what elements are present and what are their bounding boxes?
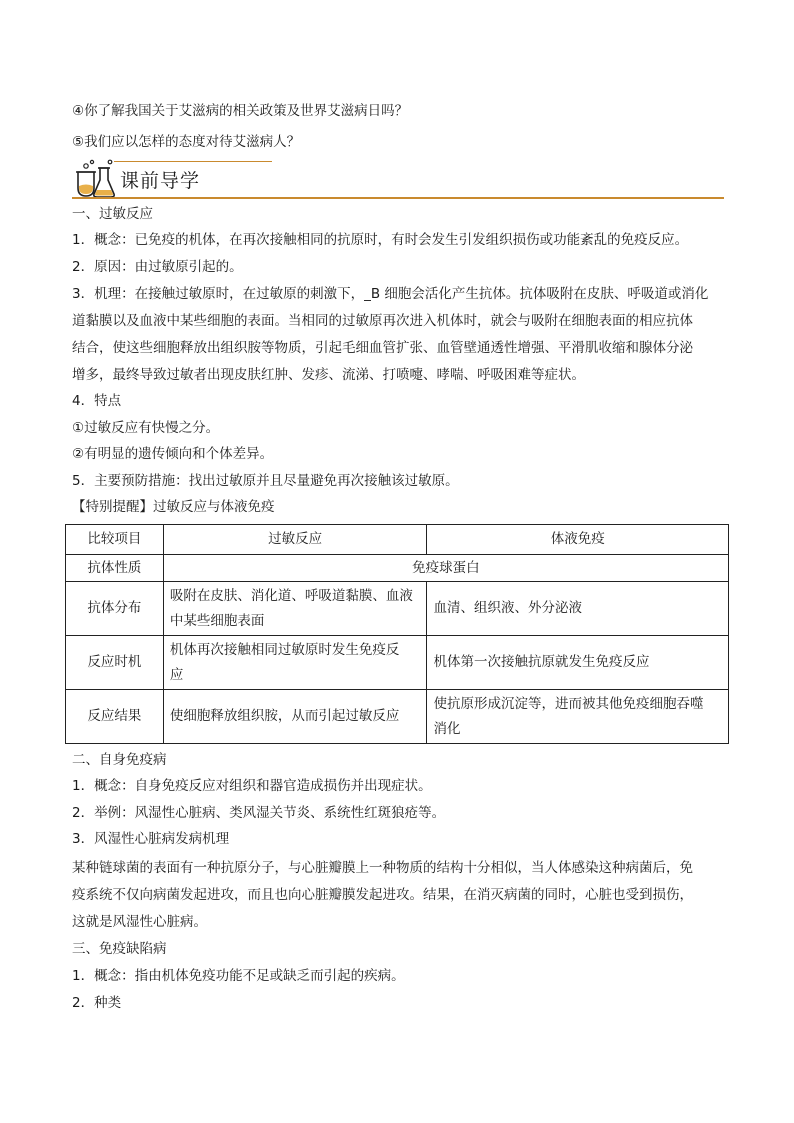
s1-heading: 一、过敏反应: [72, 206, 153, 222]
row-label: 抗体分布: [66, 582, 164, 636]
table-header-cell: 过敏反应: [163, 525, 427, 555]
header-rule: [72, 197, 724, 199]
s1-mechanism-line-2: 道黏膜以及血液中某些细胞的表面。当相同的过敏原再次进入机体时，就会与吸附在细胞表面的相应抗体: [72, 313, 693, 329]
s1-mechanism-line-3: 结合，使这些细胞释放出组织胺等物质，引起毛细血管扩张、血管壁通透性增强、平滑肌收缩和腺体分泌: [72, 340, 693, 356]
s1-feature-1: ①过敏反应有快慢之分。: [72, 420, 220, 436]
table-cell: 使细胞释放组织胺，从而引起过敏反应: [163, 690, 427, 744]
question-5: ⑤我们应以怎样的态度对待艾滋病人？: [72, 134, 301, 150]
table-row: [66, 690, 729, 744]
special-tip: 【特别提醒】过敏反应与体液免疫: [72, 499, 275, 515]
s1-feature-2: ②有明显的遗传倾向和个体差异。: [72, 446, 274, 462]
table-row: [66, 555, 729, 582]
row-label: 抗体性质: [66, 555, 164, 582]
s2-concept: 1．概念：自身免疫反应对组织和器官造成损伤并出现症状。: [72, 778, 432, 794]
table-row: [66, 582, 729, 636]
table-cell: 机体第一次接触抗原就发生免疫反应: [427, 636, 729, 690]
s2-mechanism-line-2: 疫系统不仅向病菌发起进攻，而且也向心脏瓣膜发起进攻。结果，在消灭病菌的同时，心脏也受到损伤，: [72, 887, 693, 903]
s1-features-heading: 4．特点: [72, 393, 122, 409]
s2-mechanism-heading: 3．风湿性心脏病发病机理: [72, 831, 230, 847]
table-cell: [163, 636, 427, 690]
table-header-cell: 比较项目: [66, 525, 164, 555]
table-cell: 血清、组织液、外分泌液: [427, 582, 729, 636]
cell-line: 使抗原形成沉淀等，进而被其他免疫细胞吞噬: [433, 695, 704, 712]
s1-cause: 2．原因：由过敏原引起的。: [72, 259, 243, 275]
s3-concept: 1．概念：指由机体免疫功能不足或缺乏而引起的疾病。: [72, 968, 405, 984]
merged-cell: 免疫球蛋白: [163, 555, 728, 582]
s1-prevention: 5．主要预防措施：找出过敏原并且尽量避免再次接触该过敏原。: [72, 473, 459, 489]
comparison-table: [65, 524, 729, 744]
cell-line: 吸附在皮肤、消化道、呼吸道黏膜、血液: [169, 587, 413, 604]
s2-heading: 二、自身免疫病: [72, 752, 167, 768]
s2-examples: 2．举例：风湿性心脏病、类风湿关节炎、系统性红斑狼疮等。: [72, 805, 446, 821]
s1-mechanism-line-4: 增多，最终导致过敏者出现皮肤红肿、发疹、流涕、打喷嚏、哮喘、呼吸困难等症状。: [72, 367, 585, 383]
table-cell: [163, 582, 427, 636]
cell-line: 中某些细胞表面: [169, 612, 265, 629]
section-header: [72, 158, 724, 202]
question-4: ④你了解我国关于艾滋病的相关政策及世界艾滋病日吗？: [72, 103, 409, 119]
s2-mechanism-line-3: 这就是风湿性心脏病。: [72, 914, 207, 930]
header-top-line: [114, 161, 272, 162]
table-header-cell: 体液免疫: [427, 525, 729, 555]
row-label: 反应结果: [66, 690, 164, 744]
s3-heading: 三、免疫缺陷病: [72, 941, 167, 957]
row-label: 反应时机: [66, 636, 164, 690]
s3-types: 2．种类: [72, 995, 122, 1011]
table-row: [66, 636, 729, 690]
table-header-row: [66, 525, 729, 555]
cell-line: 消化: [433, 720, 461, 737]
s1-mechanism-line-1: 3．机理：在接触过敏原时，在过敏原的刺激下，_B 细胞会活化产生抗体。抗体吸附在皮肤、呼吸道或消化: [72, 286, 709, 302]
table-cell: [427, 690, 729, 744]
section-title: 课前导学: [120, 170, 201, 192]
s2-mechanism-line-1: 某种链球菌的表面有一种抗原分子，与心脏瓣膜上一种物质的结构十分相似，当人体感染这种病菌后，免: [72, 860, 693, 876]
cell-line: 机体再次接触相同过敏原时发生免疫反: [169, 641, 400, 658]
s1-concept: 1．概念：已免疫的机体，在再次接触相同的抗原时，有时会发生引发组织损伤或功能紊乱的免疫反应。: [72, 232, 689, 248]
lab-flask-icon: [72, 158, 116, 200]
cell-line: 应: [169, 666, 184, 683]
